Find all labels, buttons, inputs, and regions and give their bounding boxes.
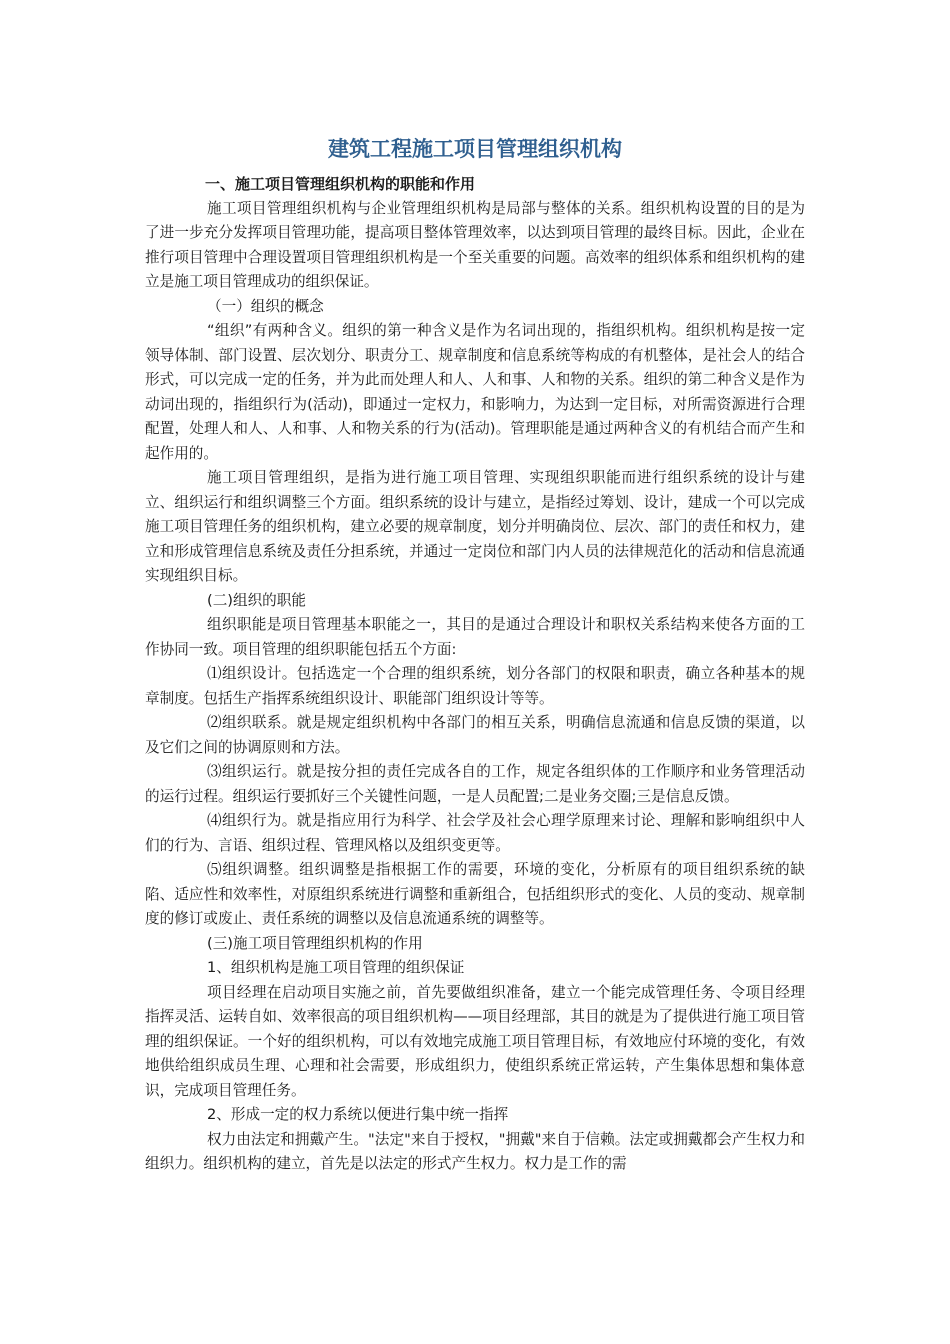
paragraph-3: 施工项目管理组织，是指为进行施工项目管理、实现组织职能而进行组织系统的设计与建立、组织运行和组织调整三个方面。组织系统的设计与建立，是指经过筹划、设计，建成一个可以完成施工项目管理任务的组织机构，建立必要的规章制度，划分并明确岗位、层次、部门的责任和权力，建立和形成管理信息系统及责任分担系统，并通过一定岗位和部门内人员的法律规范化的活动和信息流通实现组织目标。 (145, 469, 805, 584)
subheading-function: (二)组织的职能 (207, 591, 306, 609)
paragraph-2: “组织”有两种含义。组织的第一种含义是作为名词出现的，指组织机构。组织机构是按一定领导体制、部门设置、层次划分、职责分工、规章制度和信息系统等构成的有机整体，是社会人的结合形式，可以完成一定的任务，并为此而处理人和人、人和事、人和物的关系。组织的第二种含义是作为动词出现的，指组织行为(活动)，即通过一定权力，和影响力，为达到一定目标，对所需资源进行合理配置，处理人和人、人和事、人和物关系的行为(活动)。管理职能是通过两种含义的有机结合而产生和起作用的。 (145, 322, 805, 462)
paragraph-1: 施工项目管理组织机构与企业管理组织机构是局部与整体的关系。组织机构设置的目的是为了进一步充分发挥项目管理功能，提高项目整体管理效率，以达到项目管理的最终目标。因此，企业在推行项目管理中合理设置项目管理组织机构是一个至关重要的问题。高效率的组织体系和组织机构的建立是施工项目管理成功的组织保证。 (145, 199, 805, 290)
list-item-1: ⑴组织设计。包括选定一个合理的组织系统，划分各部门的权限和职责，确立各种基本的规章制度。包括生产指挥系统组织设计、职能部门组织设计等等。 (145, 665, 805, 707)
subheading-role-2: 2、形成一定的权力系统以便进行集中统一指挥 (207, 1106, 509, 1123)
subheading-role-1: 1、组织机构是施工项目管理的组织保证 (207, 959, 465, 976)
list-item-5: ⑸组织调整。组织调整是指根据工作的需要，环境的变化，分析原有的项目组织系统的缺陷、适应性和效率性，对原组织系统进行调整和重新组合，包括组织形式的变化、人员的变动、规章制度的修订或废止、责任系统的调整以及信息流通系统的调整等。 (145, 861, 805, 927)
paragraph-11: 权力由法定和拥戴产生。"法定"来自于授权，"拥戴"来自于信赖。法定或拥戴都会产生权力和组织力。组织机构的建立，首先是以法定的形式产生权力。权力是工作的需 (145, 1130, 805, 1172)
section-heading-1: 一、施工项目管理组织机构的职能和作用 (205, 175, 476, 193)
list-item-3: ⑶组织运行。就是按分担的责任完成各自的工作，规定各组织体的工作顺序和业务管理活动的运行过程。组织运行要抓好三个关键性问题，一是人员配置;二是业务交圈;三是信息反馈。 (145, 763, 805, 805)
list-item-2: ⑵组织联系。就是规定组织机构中各部门的相互关系，明确信息流通和信息反馈的渠道，以及它们之间的协调原则和方法。 (145, 714, 805, 756)
subheading-role: (三)施工项目管理组织机构的作用 (207, 934, 423, 952)
paragraph-10: 项目经理在启动项目实施之前，首先要做组织准备，建立一个能完成管理任务、令项目经理指挥灵活、运转自如、效率很高的项目组织机构——项目经理部，其目的就是为了提供进行施工项目管理的组织保证。一个好的组织机构，可以有效地完成施工项目管理目标，有效地应付环境的变化，有效地供给组织成员生理、心理和社会需要，形成组织力，使组织系统正常运转，产生集体思想和集体意识，完成项目管理任务。 (145, 983, 805, 1099)
subheading-concept: （一）组织的概念 (207, 297, 324, 315)
document-page (145, 134, 805, 1177)
list-item-4: ⑷组织行为。就是指应用行为科学、社会学及社会心理学原理来讨论、理解和影响组织中人们的行为、言语、组织过程、管理风格以及组织变更等。 (145, 812, 805, 854)
paragraph-4: 组织职能是项目管理基本职能之一，其目的是通过合理设计和职权关系结构来使各方面的工作协同一致。项目管理的组织职能包括五个方面: (145, 616, 805, 658)
document-title: 建筑工程施工项目管理组织机构 (328, 137, 622, 161)
